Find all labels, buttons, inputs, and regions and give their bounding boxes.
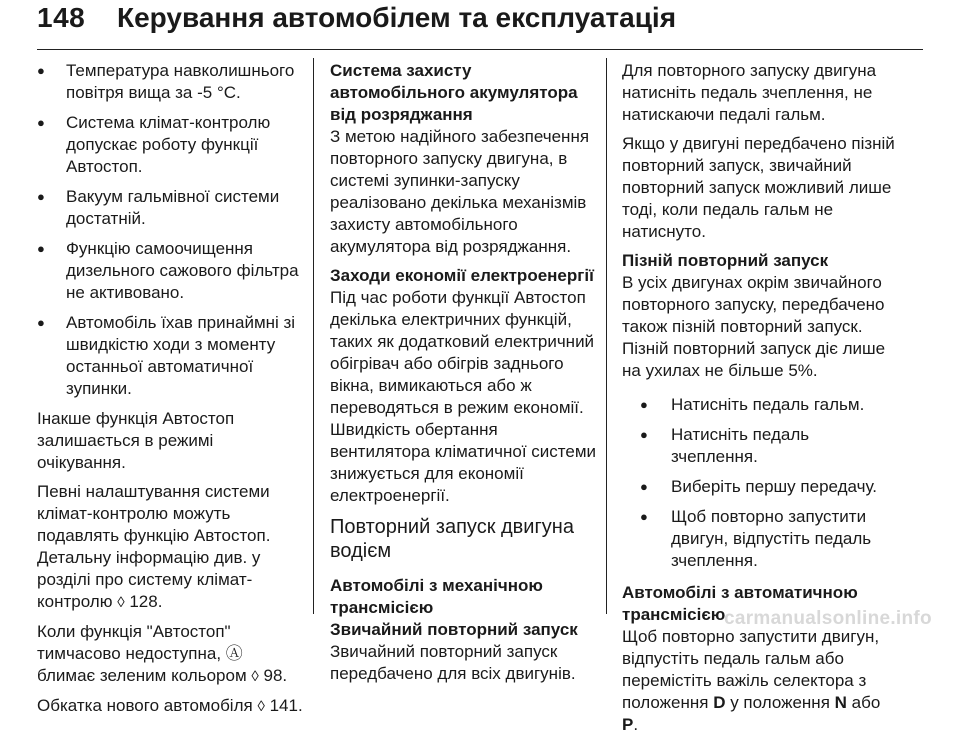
list-item: ● Система клімат-контролю допускає роботу функції Автостоп. bbox=[37, 112, 305, 178]
paragraph bbox=[37, 481, 305, 614]
cross-reference-icon: ◊ bbox=[257, 698, 265, 715]
list-item: ● Температура навколишнього повітря вища за -5 °C. bbox=[37, 60, 305, 104]
list-item: ● Натисніть педаль зчеплення. bbox=[622, 424, 898, 468]
cross-reference-link[interactable]: 128. bbox=[129, 592, 163, 611]
list-item: ● Натисніть педаль гальм. bbox=[622, 394, 898, 416]
section-heading: Повторний запуск двигуна водієм bbox=[330, 516, 574, 562]
column-divider-1 bbox=[313, 58, 314, 614]
paragraph: В усіх двигунах окрім звичайного повторного запуску, передбачено також пізній повторний запуск. Пізній повторний запуск діє лише на ухилах не більше 5%. bbox=[622, 273, 886, 380]
column-2 bbox=[330, 60, 598, 692]
column-divider-2 bbox=[606, 58, 607, 614]
cross-reference-link[interactable]: 141. bbox=[269, 696, 303, 715]
paragraph-text: у положення bbox=[725, 693, 835, 712]
autostop-indicator-icon: Ⓐ bbox=[225, 644, 243, 663]
subheading: Звичайний повторний запуск bbox=[330, 620, 578, 639]
conditions-list bbox=[37, 60, 305, 400]
paragraph: Для повторного запуску двигуна натисніть педаль зчеплення, не натискаючи педалі гальм. bbox=[622, 61, 877, 124]
header-divider bbox=[37, 49, 923, 50]
paragraph: З метою надійного забезпечення повторного запуску двигуна, в системі зупинки-запуску реалізовано декілька механізмів захисту автомобільного акумулятора від розряджання. bbox=[330, 127, 590, 256]
paragraph bbox=[37, 621, 305, 688]
list-item: ● Вакуум гальмівної системи достатній. bbox=[37, 186, 305, 230]
gear-position-n: N bbox=[834, 693, 847, 712]
subheading: Заходи економії електроенергії bbox=[330, 266, 594, 285]
cross-reference-icon: ◊ bbox=[117, 594, 125, 611]
paragraph-text: Щоб повторно запустити двигун, відпустіть педаль гальм або перемістіть важіль селектора з положення bbox=[622, 627, 880, 712]
paragraph-text: блимає зеленим кольором bbox=[37, 666, 252, 685]
list-item: ● Функцію самоочищення дизельного сажового фільтра не активовано. bbox=[37, 238, 305, 304]
paragraph-text: Обкатка нового автомобіля bbox=[37, 696, 258, 715]
steps-list bbox=[622, 394, 898, 572]
list-item: ● Автомобіль їхав принаймні зі швидкістю ходи з моменту останньої автоматичної зупинки. bbox=[37, 312, 305, 400]
column-3 bbox=[622, 60, 898, 743]
subheading: Автомобілі з механічною трансмісією bbox=[330, 576, 543, 617]
gear-position-d: D bbox=[713, 693, 726, 712]
list-item: ● Виберіть першу передачу. bbox=[622, 476, 898, 498]
subheading: Система захисту автомобільного акумулятора від розряджання bbox=[330, 61, 578, 124]
paragraph: Звичайний повторний запуск передбачено для всіх двигунів. bbox=[330, 642, 576, 683]
paragraph bbox=[37, 695, 305, 718]
column-1 bbox=[37, 60, 305, 725]
cross-reference-link[interactable]: 98. bbox=[263, 666, 288, 685]
page-header bbox=[37, 0, 923, 48]
cross-reference-icon: ◊ bbox=[251, 668, 259, 685]
subheading: Пізній повторний запуск bbox=[622, 251, 829, 270]
paragraph-text: або bbox=[846, 693, 881, 712]
footer-watermark: carmanualsonline.info bbox=[724, 608, 932, 629]
gear-position-p: P bbox=[622, 715, 634, 734]
paragraph-text: Певні налаштування системи клімат-контролю можуть подавлять функцію Автостоп. Детальну інформацію див. у розділі про систему клімат-контролю bbox=[37, 482, 271, 611]
paragraph: Інакше функція Автостоп залишається в режимі очікування. bbox=[37, 409, 235, 472]
paragraph-text: Коли функція "Автостоп" тимчасово недоступна, bbox=[37, 622, 231, 663]
paragraph bbox=[622, 626, 898, 736]
list-item: ● Щоб повторно запустити двигун, відпустіть педаль зчеплення. bbox=[622, 506, 898, 572]
paragraph-text: . bbox=[633, 715, 639, 734]
subheading: Автомобілі з автоматичною трансмісією bbox=[622, 583, 858, 624]
paragraph: Під час роботи функції Автостоп декілька електричних функцій, таких як додатковий електричний обігрівач або обігрів заднього вікна, вимикаються або ж переводяться в режим економії. Швидкість обертання вентилятора кліматичної системи знижується для економії електроенергії. bbox=[330, 288, 597, 505]
page-number: 148 bbox=[37, 2, 86, 33]
paragraph: Якщо у двигуні передбачено пізній повторний запуск, звичайний повторний запуск можливий лише тоді, коли педаль гальм не натиснуто. bbox=[622, 134, 895, 241]
page-title: Керування автомобілем та експлуатація bbox=[117, 2, 677, 33]
